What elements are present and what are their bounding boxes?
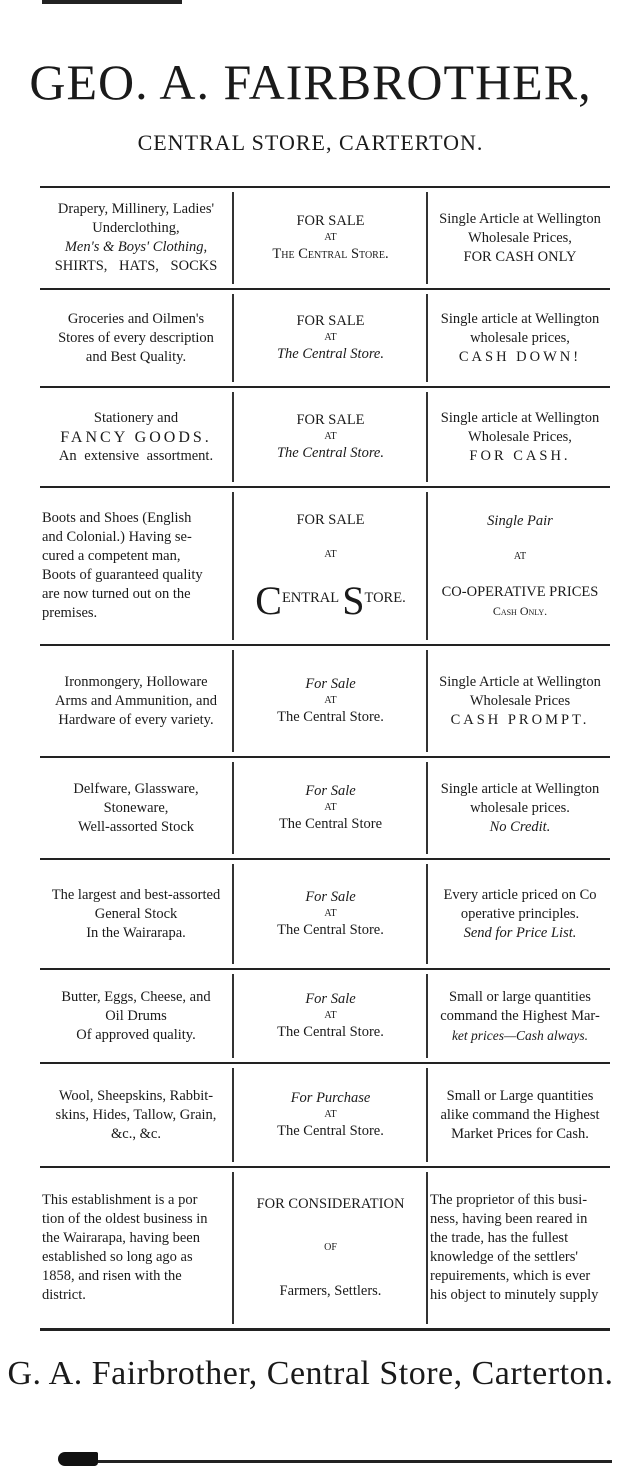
row-description: Butter, Eggs, Cheese, and Oil Drums Of approved quality.: [61, 988, 211, 1043]
page-title: GEO. A. FAIRBROTHER,: [29, 54, 592, 110]
table-row: [38, 488, 610, 644]
row-description: Drapery, Millinery, Ladies' Underclothing, Men's & Boys' Clothing, SHIRTS, HATS, SOCKS: [54, 201, 218, 274]
table-row: [38, 1168, 610, 1328]
row-description: Boots and Shoes (English and Colonial.) Having se- cured a competent man, Boots of guaranteed quality are now turned out on the premises.: [42, 510, 203, 621]
row-description: The largest and best-assorted General Stock In the Wairarapa.: [51, 886, 221, 941]
table-row: [38, 970, 610, 1062]
row-description: Ironmongery, Holloware Arms and Ammunition, and Hardware of every variety.: [55, 673, 217, 728]
footer-signature: G. A. Fairbrother, Central Store, Carterton.: [7, 1355, 614, 1392]
page-subtitle: CENTRAL STORE, CARTERTON.: [137, 130, 484, 155]
row-sale-info: For Sale AT The Central Store.: [277, 676, 384, 725]
row-sale-info: FOR CONSIDERATION OF Farmers, Settlers.: [256, 1196, 405, 1299]
table-row: [38, 860, 610, 968]
table-row: [38, 758, 610, 858]
table-row: [38, 388, 610, 486]
row-price-info: Every article priced on Co operative principles. Send for Price List.: [443, 886, 597, 941]
row-description: Wool, Sheepskins, Rabbit- skins, Hides, Tallow, Grain, &c., &c.: [55, 1087, 217, 1142]
row-price-info: Single article at Wellington wholesale prices. No Credit.: [440, 780, 600, 835]
row-price-info: Single article at Wellington Wholesale Prices, FOR CASH.: [440, 409, 600, 464]
table-row: [38, 188, 610, 288]
row-price-info: Small or Large quantities alike command the Highest Market Prices for Cash.: [440, 1087, 600, 1142]
row-description: Groceries and Oilmen's Stores of every description and Best Quality.: [58, 310, 214, 365]
printer-mark: [58, 1452, 98, 1466]
row-sale-info: FOR SALE AT CENTRAL STORE.: [238, 488, 423, 644]
row-description: Stationery and FANCY GOODS. An extensive assortment.: [58, 409, 214, 464]
row-price-info: The proprietor of this busi- ness, having been reared in the trade, has the fullest knowledge of the settlers' repuirements, which is ever his object to minutely supply: [430, 1192, 599, 1303]
table-row: [38, 646, 610, 756]
row-price-info: Single article at Wellington wholesale prices, CASH DOWN!: [440, 310, 600, 365]
row-sale-info: For Sale AT The Central Store: [278, 783, 383, 832]
row-sale-info: FOR SALE AT The Central Store.: [272, 213, 389, 262]
bottom-rule: [92, 1460, 612, 1463]
row-sale-info: For Sale AT The Central Store.: [277, 991, 384, 1040]
row-price-info: Single Article at Wellington Wholesale Prices, FOR CASH ONLY: [439, 210, 601, 265]
row-price-info: Single Article at Wellington Wholesale Prices CASH PROMPT.: [439, 673, 601, 728]
row-description: This establishment is a por tion of the oldest business in the Wairarapa, having been established so long ago as 1858, and risen with the district.: [42, 1192, 208, 1303]
row-price-info: Single Pair AT CO-OPERATIVE PRICES Cash Only.: [441, 512, 599, 618]
row-sale-info: For Sale AT The Central Store.: [277, 889, 384, 938]
table-row: [38, 290, 610, 386]
top-rule: [42, 0, 182, 4]
row-divider: [40, 1328, 610, 1331]
row-price-info: Small or large quantities command the Highest Mar- ket prices—Cash always.: [440, 988, 600, 1043]
central-store-ornate: CENTRAL STORE.: [255, 577, 406, 623]
row-sale-info: For Purchase AT The Central Store.: [277, 1090, 384, 1139]
row-sale-info: FOR SALE AT The Central Store.: [276, 313, 384, 362]
row-sale-info: FOR SALE AT The Central Store.: [276, 412, 384, 461]
table-row: [38, 1064, 610, 1166]
row-description: Delfware, Glassware, Stoneware, Well-assorted Stock: [73, 780, 199, 835]
